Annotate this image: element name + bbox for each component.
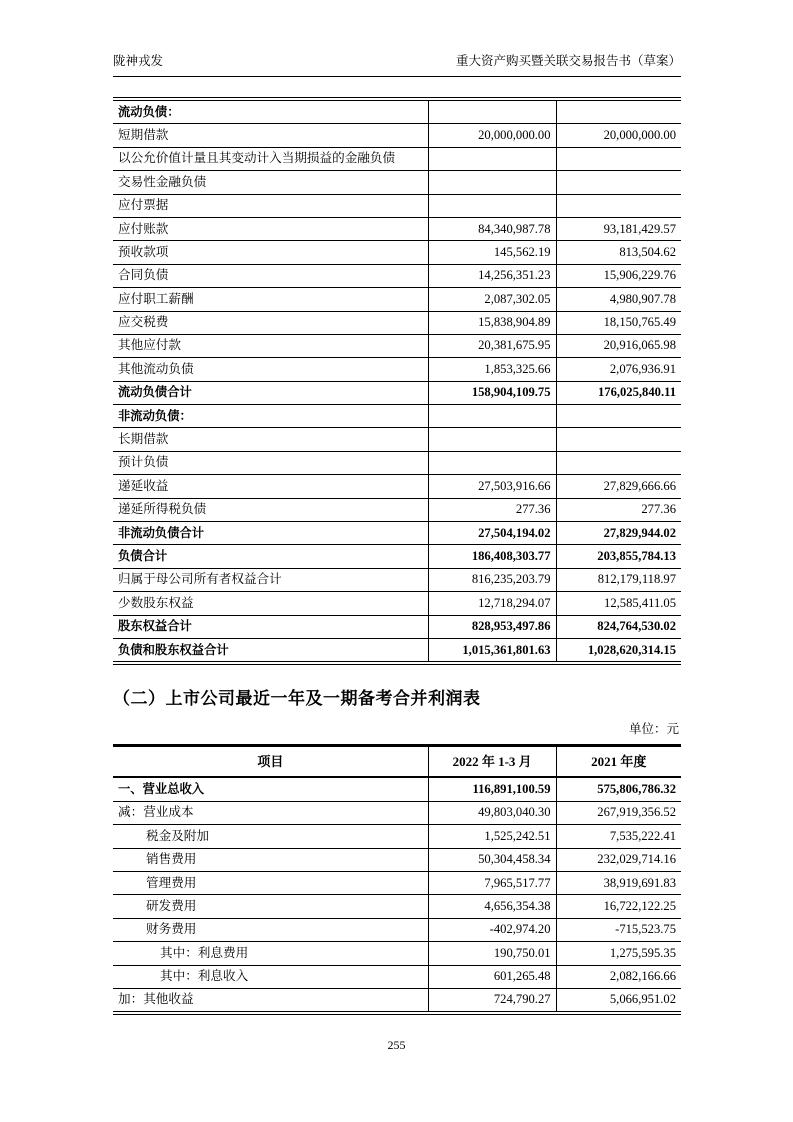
table-row [113, 288, 681, 311]
value-period-2: 18,150,765.49 [556, 311, 681, 334]
page-number: 255 [387, 1038, 406, 1052]
value-period-1: 277.36 [428, 498, 556, 521]
table-row [113, 99, 681, 124]
value-period-1: 12,718,294.07 [428, 592, 556, 615]
row-label: 税金及附加 [113, 825, 428, 848]
value-period-1 [428, 99, 556, 124]
income-statement-table [113, 744, 681, 1015]
row-label: 非流动负债合计 [113, 522, 428, 545]
row-label: 短期借款 [113, 124, 428, 147]
running-header [113, 0, 681, 77]
value-period-2: 5,066,951.02 [556, 988, 681, 1013]
table-header-row [113, 746, 681, 778]
table-row [113, 498, 681, 521]
row-label: 归属于母公司所有者权益合计 [113, 568, 428, 591]
value-period-2: 12,585,411.05 [556, 592, 681, 615]
table-row [113, 124, 681, 147]
value-period-1: 828,953,497.86 [428, 615, 556, 638]
row-label: 减：营业成本 [113, 801, 428, 824]
value-period-2: 176,025,840.11 [556, 381, 681, 404]
table-row [113, 545, 681, 568]
row-label: 预计负债 [113, 451, 428, 474]
table-row [113, 522, 681, 545]
row-label: 管理费用 [113, 871, 428, 894]
value-period-1: 7,965,517.77 [428, 871, 556, 894]
value-period-1: -402,974.20 [428, 918, 556, 941]
value-period-2: 203,855,784.13 [556, 545, 681, 568]
table-row [113, 358, 681, 381]
row-label: 负债合计 [113, 545, 428, 568]
row-label: 长期借款 [113, 428, 428, 451]
value-period-2: 812,179,118.97 [556, 568, 681, 591]
value-period-2: 2,076,936.91 [556, 358, 681, 381]
value-period-2: 15,906,229.76 [556, 264, 681, 287]
table-row [113, 451, 681, 474]
row-label: 应付职工薪酬 [113, 288, 428, 311]
table-row [113, 801, 681, 824]
value-period-1: 1,853,325.66 [428, 358, 556, 381]
value-period-1: 15,838,904.89 [428, 311, 556, 334]
row-label: 一、营业总收入 [113, 777, 428, 801]
table-row [113, 918, 681, 941]
table-row [113, 217, 681, 240]
balance-sheet-body [113, 99, 681, 663]
value-period-1: 27,504,194.02 [428, 522, 556, 545]
table-row [113, 334, 681, 357]
table-row [113, 848, 681, 871]
table-row [113, 311, 681, 334]
value-period-1: 145,562.19 [428, 241, 556, 264]
table-row [113, 428, 681, 451]
table-row [113, 825, 681, 848]
section-title: （二）上市公司最近一年及一期备考合并利润表 [113, 689, 481, 709]
row-label: 递延所得税负债 [113, 498, 428, 521]
row-label: 流动负债合计 [113, 381, 428, 404]
value-period-2: 1,275,595.35 [556, 942, 681, 965]
value-period-2: 93,181,429.57 [556, 217, 681, 240]
value-period-2: 277.36 [556, 498, 681, 521]
row-label: 应交税费 [113, 311, 428, 334]
value-period-2: 824,764,530.02 [556, 615, 681, 638]
row-label: 负债和股东权益合计 [113, 638, 428, 663]
header-company-name: 陇神戎发 [113, 54, 164, 68]
value-period-2: 38,919,691.83 [556, 871, 681, 894]
row-label: 其中：利息费用 [113, 942, 428, 965]
value-period-2 [556, 194, 681, 217]
table-row [113, 895, 681, 918]
value-period-2: 20,916,065.98 [556, 334, 681, 357]
value-period-2: 267,919,356.52 [556, 801, 681, 824]
value-period-1: 20,000,000.00 [428, 124, 556, 147]
table-row [113, 264, 681, 287]
row-label: 非流动负债： [113, 405, 428, 428]
row-label: 销售费用 [113, 848, 428, 871]
value-period-2: 27,829,666.66 [556, 475, 681, 498]
value-period-2: 813,504.62 [556, 241, 681, 264]
value-period-1: 27,503,916.66 [428, 475, 556, 498]
table-row [113, 194, 681, 217]
value-period-2: 7,535,222.41 [556, 825, 681, 848]
column-header-2021: 2021 年度 [556, 746, 681, 778]
value-period-2 [556, 99, 681, 124]
value-period-1 [428, 194, 556, 217]
table-row [113, 171, 681, 194]
page-content [113, 0, 681, 1015]
value-period-1: 186,408,303.77 [428, 545, 556, 568]
value-period-1: 4,656,354.38 [428, 895, 556, 918]
value-period-1: 84,340,987.78 [428, 217, 556, 240]
value-period-1 [428, 405, 556, 428]
table-row [113, 147, 681, 170]
value-period-1: 20,381,675.95 [428, 334, 556, 357]
table-row [113, 381, 681, 404]
value-period-1: 158,904,109.75 [428, 381, 556, 404]
table-row [113, 871, 681, 894]
table-row [113, 638, 681, 663]
row-label: 以公允价值计量且其变动计入当期损益的金融负债 [113, 147, 428, 170]
value-period-1: 116,891,100.59 [428, 777, 556, 801]
value-period-1: 49,803,040.30 [428, 801, 556, 824]
income-statement-body [113, 777, 681, 1013]
table-row [113, 568, 681, 591]
value-period-1: 1,015,361,801.63 [428, 638, 556, 663]
value-period-2: 27,829,944.02 [556, 522, 681, 545]
value-period-2: 20,000,000.00 [556, 124, 681, 147]
header-report-title: 重大资产购买暨关联交易报告书（草案） [455, 54, 681, 68]
column-header-2022-q1: 2022 年 1-3 月 [428, 746, 556, 778]
row-label: 加：其他收益 [113, 988, 428, 1013]
table-row [113, 942, 681, 965]
table-row [113, 777, 681, 801]
value-period-2 [556, 147, 681, 170]
value-period-1: 190,750.01 [428, 942, 556, 965]
value-period-2: 232,029,714.16 [556, 848, 681, 871]
row-label: 财务费用 [113, 918, 428, 941]
value-period-1 [428, 171, 556, 194]
value-period-2: 575,806,786.32 [556, 777, 681, 801]
value-period-1: 724,790.27 [428, 988, 556, 1013]
row-label: 递延收益 [113, 475, 428, 498]
value-period-1: 14,256,351.23 [428, 264, 556, 287]
table-row [113, 405, 681, 428]
row-label: 股东权益合计 [113, 615, 428, 638]
row-label: 其他流动负债 [113, 358, 428, 381]
value-period-2 [556, 451, 681, 474]
table-row [113, 241, 681, 264]
value-period-1 [428, 451, 556, 474]
row-label: 应付票据 [113, 194, 428, 217]
row-label: 其中：利息收入 [113, 965, 428, 988]
row-label: 交易性金融负债 [113, 171, 428, 194]
value-period-2 [556, 171, 681, 194]
row-label: 合同负债 [113, 264, 428, 287]
row-label: 应付账款 [113, 217, 428, 240]
value-period-1 [428, 428, 556, 451]
row-label: 流动负债： [113, 99, 428, 124]
column-header-item: 项目 [113, 746, 428, 778]
value-period-1: 1,525,242.51 [428, 825, 556, 848]
value-period-2 [556, 405, 681, 428]
table-row [113, 988, 681, 1013]
row-label: 少数股东权益 [113, 592, 428, 615]
unit-label: 单位：元 [628, 722, 679, 737]
value-period-2 [556, 428, 681, 451]
value-period-1: 50,304,458.34 [428, 848, 556, 871]
row-label: 研发费用 [113, 895, 428, 918]
value-period-1: 2,087,302.05 [428, 288, 556, 311]
value-period-1: 816,235,203.79 [428, 568, 556, 591]
value-period-2: 4,980,907.78 [556, 288, 681, 311]
value-period-2: 2,082,166.66 [556, 965, 681, 988]
value-period-1: 601,265.48 [428, 965, 556, 988]
table-row [113, 615, 681, 638]
table-row [113, 965, 681, 988]
table-row [113, 592, 681, 615]
row-label: 预收款项 [113, 241, 428, 264]
row-label: 其他应付款 [113, 334, 428, 357]
table-row [113, 475, 681, 498]
value-period-2: 16,722,122.25 [556, 895, 681, 918]
value-period-2: -715,523.75 [556, 918, 681, 941]
balance-sheet-table [113, 97, 681, 665]
value-period-2: 1,028,620,314.15 [556, 638, 681, 663]
value-period-1 [428, 147, 556, 170]
